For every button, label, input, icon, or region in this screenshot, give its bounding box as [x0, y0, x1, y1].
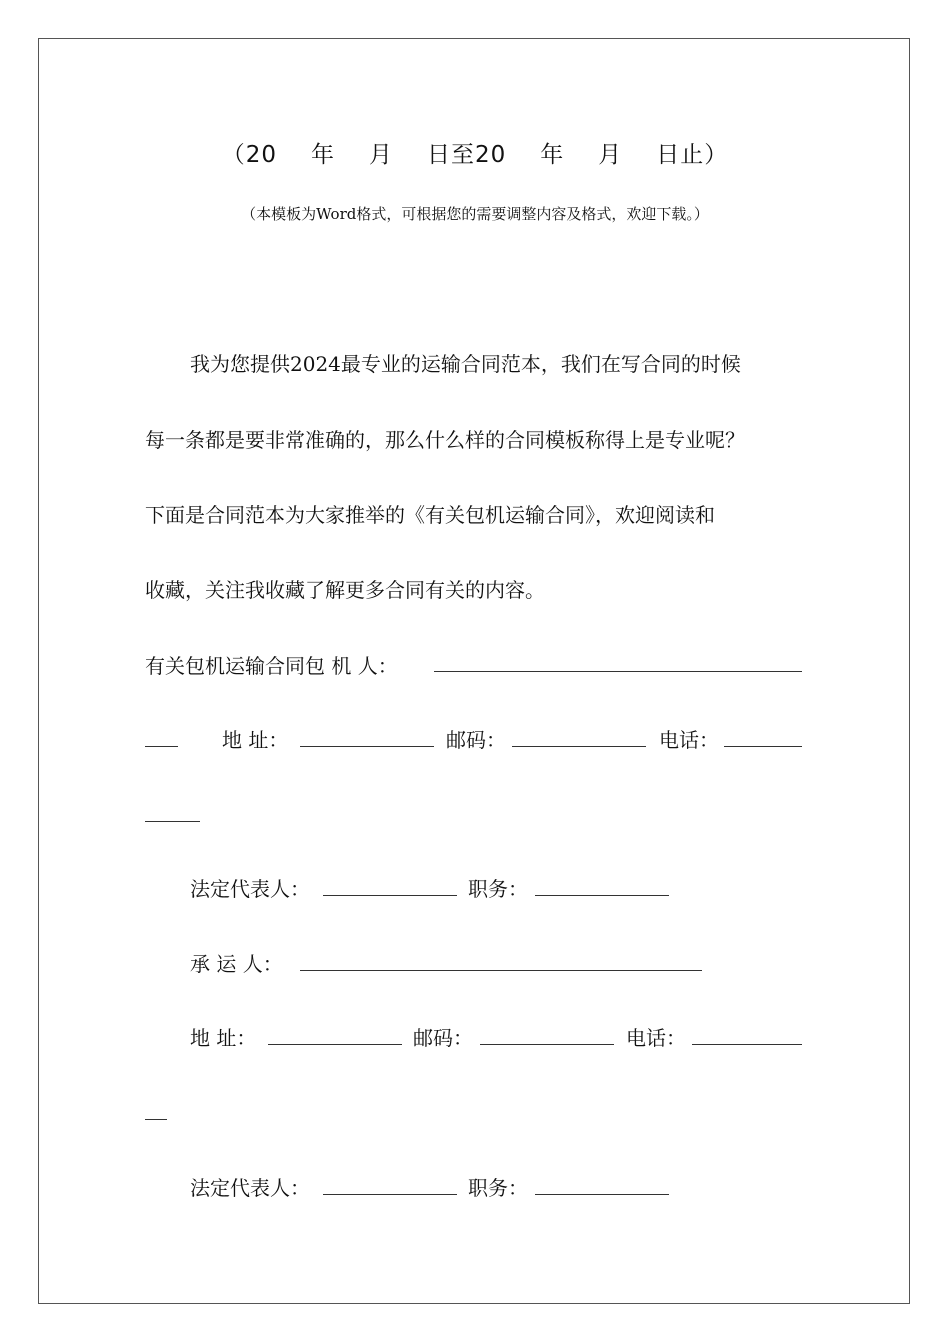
intro-line-2: 每一条都是要非常准确的，那么什么样的合同模板称得上是专业呢？: [145, 428, 745, 452]
charterer-phone-field-cont[interactable]: [145, 820, 200, 822]
charterer-name-field[interactable]: [434, 670, 802, 672]
date-part-year-end: 年: [540, 142, 565, 168]
carrier-phone-label: 电话：: [626, 1026, 686, 1050]
carrier-legal-rep-label: 法定代表人：: [190, 1176, 310, 1200]
carrier-legal-rep-field[interactable]: [323, 1193, 457, 1195]
charterer-position-label: 职务：: [468, 877, 528, 901]
charterer-legal-rep-field[interactable]: [323, 894, 457, 896]
template-note: （本模板为Word格式，可根据您的需要调整内容及格式，欢迎下载。）: [241, 205, 709, 223]
carrier-phone-field[interactable]: [692, 1043, 802, 1045]
carrier-postcode-label: 邮码：: [413, 1026, 473, 1050]
carrier-name-field[interactable]: [300, 969, 702, 971]
intro-line-1: 我为您提供2024最专业的运输合同范本，我们在写合同的时候: [190, 352, 741, 376]
charterer-row: [145, 650, 398, 679]
intro-line-4: 收藏，关注我收藏了解更多合同有关的内容。: [145, 578, 545, 602]
carrier-address-label: 地 址：: [190, 1026, 257, 1050]
carrier-position-label: 职务：: [468, 1176, 528, 1200]
carrier-label: 承 运 人：: [190, 952, 283, 976]
date-part-year: 年: [311, 142, 335, 168]
date-part-day-to: 日至20: [427, 142, 507, 168]
charterer-address-label: 地 址：: [222, 728, 289, 752]
date-range: [0, 136, 950, 169]
date-part-day-end: 日止）: [656, 142, 729, 168]
charterer-name-field-cont[interactable]: [145, 745, 178, 747]
intro-line-3: 下面是合同范本为大家推举的《有关包机运输合同》，欢迎阅读和: [145, 503, 715, 527]
charterer-address-field[interactable]: [300, 745, 434, 747]
carrier-address-field[interactable]: [268, 1043, 402, 1045]
carrier-postcode-field[interactable]: [480, 1043, 614, 1045]
charterer-postcode-label: 邮码：: [446, 728, 506, 752]
charterer-label: 有关包机运输合同包 机 人：: [145, 654, 398, 678]
carrier-phone-field-cont[interactable]: [145, 1118, 167, 1120]
carrier-position-field[interactable]: [535, 1193, 669, 1195]
date-part-start-year: （20: [221, 142, 277, 168]
charterer-phone-label: 电话：: [659, 728, 719, 752]
charterer-postcode-field[interactable]: [512, 745, 646, 747]
charterer-phone-field[interactable]: [724, 745, 802, 747]
charterer-legal-rep-label: 法定代表人：: [190, 877, 310, 901]
date-part-month-end: 月: [598, 142, 623, 168]
charterer-position-field[interactable]: [535, 894, 669, 896]
date-part-month: 月: [369, 142, 393, 168]
